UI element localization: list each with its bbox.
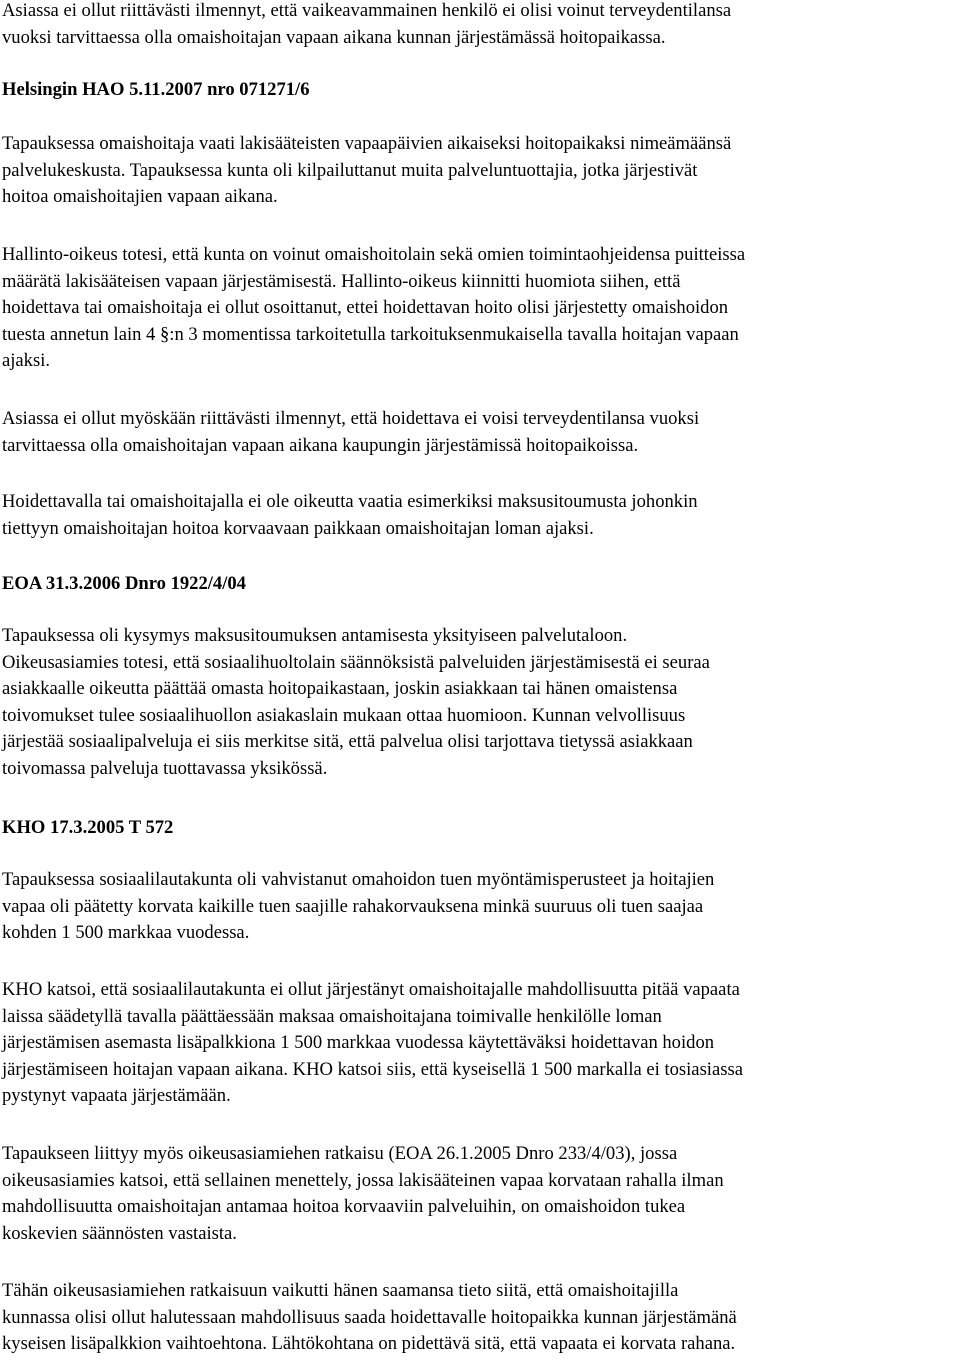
text-line: hoitoa omaishoitajien vapaan aikana.: [2, 186, 278, 208]
case-heading-kho: [2, 815, 958, 842]
case-heading-eoa: [2, 571, 958, 598]
heading-text: KHO 17.3.2005 T 572: [2, 817, 174, 838]
paragraph-1: [2, 0, 958, 51]
text-line: Hallinto-oikeus totesi, että kunta on voinut omaishoitolain sekä omien toimintaohjeidensa puitteissa: [2, 244, 746, 265]
text-line: toivomukset tulee sosiaalihuollon asiakaslain mukaan ottaa huomioon. Kunnan velvollisuus: [2, 704, 686, 726]
text-line: Tapauksessa sosiaalilautakunta oli vahvistanut omahoidon tuen myöntämisperusteet ja hoitajien: [2, 869, 715, 890]
text-line: asiakkaalle oikeutta päättää omasta hoitopaikastaan, joskin asiakkaan tai hänen omaistensa: [2, 678, 678, 700]
paragraph-8: [2, 977, 958, 1110]
text-line: järjestämiseen hoitajan vapaan aikana. KHO katsoi siis, että kyseisellä 1 500 markalla ei tosiasiassa: [2, 1058, 743, 1080]
text-line: määrätä lakisääteisen vapaan järjestämisestä. Hallinto-oikeus kiinnitti huomiota siihen, että: [2, 270, 681, 292]
text-line: oikeusasiamies katsoi, että sellainen menettely, jossa lakisääteinen vapaa korvataan rahalla ilman: [2, 1169, 724, 1191]
text-line: järjestämisen asemasta lisäpalkkiona 1 500 markkaa vuodessa käytettäväksi hoidettavan hoidon: [2, 1032, 715, 1054]
paragraph-6: [2, 623, 958, 783]
paragraph-10: [2, 1278, 958, 1358]
text-line: Tapauksessa oli kysymys maksusitoumuksen antamisesta yksityiseen palvelutaloon.: [2, 625, 628, 646]
text-line: toivomassa palveluja tuottavassa yksikössä.: [2, 757, 328, 779]
text-line: Tapauksessa omaishoitaja vaati lakisääteisten vapaapäivien aikaiseksi hoitopaikaksi nimeämäänsä: [2, 133, 732, 154]
paragraph-3: [2, 242, 958, 375]
heading-text: EOA 31.3.2006 Dnro 1922/4/04: [2, 573, 246, 594]
paragraph-7: [2, 867, 958, 947]
text-line: mahdollisuutta omaishoitajan antamaa hoitoa korvaaviin palveluihin, on omaishoidon tukea: [2, 1196, 686, 1218]
text-line: kyseisen lisäpalkkion vaihtoehtona. Lähtökohtana on pidettävä sitä, että vapaata ei korvata rahana.: [2, 1333, 736, 1355]
text-line: laissa säädetyllä tavalla päättäessään maksaa omaishoitajana toimivalle henkilölle loman: [2, 1005, 662, 1027]
paragraph-4: [2, 406, 958, 459]
paragraph-9: [2, 1141, 958, 1247]
paragraph-5: [2, 489, 958, 542]
text-line: hoidettava tai omaishoitaja ei ollut osoittanut, ettei hoidettavan hoito olisi järjestetty omaishoidon: [2, 297, 729, 319]
text-line: tuesta annetun lain 4 §:n 3 momentissa tarkoitetulla tarkoituksenmukaisella tavalla hoitajan vapaan: [2, 323, 739, 345]
text-line: vapaa oli päätetty korvata kaikille tuen saajille rahakorvauksena minkä suuruus oli tuen saajaa: [2, 895, 704, 917]
text-line: Oikeusasiamies totesi, että sosiaalihuoltolain säännöksistä palveluiden järjestämisestä ei seuraa: [2, 651, 710, 673]
paragraph-2: [2, 131, 958, 211]
text-line: Asiassa ei ollut riittävästi ilmennyt, että vaikeavammainen henkilö ei olisi voinut terveydentilansa: [2, 0, 732, 21]
text-line: järjestää sosiaalipalveluja ei siis merkitse sitä, että palvelua olisi tarjottava tietyssä asiakkaan: [2, 731, 693, 753]
text-line: koskevien säännösten vastaista.: [2, 1222, 237, 1244]
case-heading-helsingin-hao: [2, 77, 958, 104]
heading-text: Helsingin HAO 5.11.2007 nro 071271/6: [2, 79, 310, 100]
text-line: KHO katsoi, että sosiaalilautakunta ei ollut järjestänyt omaishoitajalle mahdollisuutta pitää vapaata: [2, 979, 740, 1000]
text-line: kunnassa olisi ollut halutessaan mahdollisuus saada hoidettavalle hoitopaikka kunnan järjestämänä: [2, 1306, 737, 1328]
text-line: Tapaukseen liittyy myös oikeusasiamiehen ratkaisu (EOA 26.1.2005 Dnro 233/4/03), jossa: [2, 1143, 678, 1164]
text-line: Tähän oikeusasiamiehen ratkaisuun vaikutti hänen saamansa tieto siitä, että omaishoitajilla: [2, 1280, 679, 1301]
text-line: pystynyt vapaata järjestämään.: [2, 1085, 231, 1107]
text-line: vuoksi tarvittaessa olla omaishoitajan vapaan aikana kunnan järjestämässä hoitopaikassa.: [2, 26, 666, 48]
text-line: Hoidettavalla tai omaishoitajalla ei ole oikeutta vaatia esimerkiksi maksusitoumusta johonkin: [2, 491, 698, 512]
text-line: tiettyyn omaishoitajan hoitoa korvaavaan paikkaan omaishoitajan loman ajaksi.: [2, 517, 594, 539]
text-line: Asiassa ei ollut myöskään riittävästi ilmennyt, että hoidettava ei voisi terveydentilansa vuoksi: [2, 408, 700, 429]
text-line: palvelukeskusta. Tapauksessa kunta oli kilpailuttanut muita palveluntuottajia, jotka järjestivät: [2, 159, 698, 181]
text-line: tarvittaessa olla omaishoitajan vapaan aikana kaupungin järjestämissä hoitopaikoissa.: [2, 434, 639, 456]
text-line: kohden 1 500 markkaa vuodessa.: [2, 922, 250, 944]
text-line: ajaksi.: [2, 350, 51, 372]
